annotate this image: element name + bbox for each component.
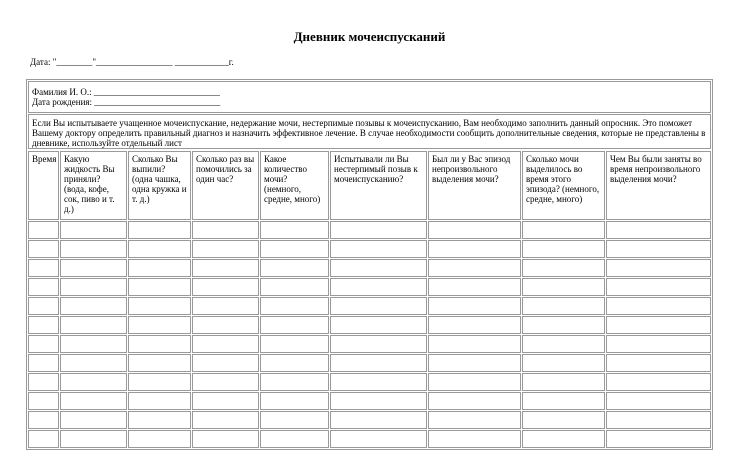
- entry-cell[interactable]: [606, 335, 711, 353]
- entry-cell[interactable]: [522, 240, 605, 258]
- entry-cell[interactable]: [60, 316, 127, 334]
- entry-cell[interactable]: [28, 278, 59, 296]
- entry-cell[interactable]: [192, 392, 259, 410]
- entry-cell[interactable]: [522, 373, 605, 391]
- table-row: [28, 392, 711, 410]
- entry-cell[interactable]: [260, 354, 329, 372]
- entry-cell[interactable]: [260, 373, 329, 391]
- entry-cell[interactable]: [192, 297, 259, 315]
- entry-cell[interactable]: [522, 335, 605, 353]
- entry-cell[interactable]: [128, 240, 191, 258]
- entry-cell[interactable]: [260, 335, 329, 353]
- entry-cell[interactable]: [60, 259, 127, 277]
- entry-cell[interactable]: [192, 335, 259, 353]
- entry-cell[interactable]: [60, 430, 127, 448]
- entry-cell[interactable]: [60, 354, 127, 372]
- entry-cell[interactable]: [28, 411, 59, 429]
- entry-cell[interactable]: [606, 316, 711, 334]
- entry-cell[interactable]: [330, 221, 427, 239]
- entry-cell[interactable]: [128, 373, 191, 391]
- entry-cell[interactable]: [28, 221, 59, 239]
- header-row: [28, 151, 711, 220]
- entry-cell[interactable]: [60, 221, 127, 239]
- entry-cell[interactable]: [606, 259, 711, 277]
- table-row: [28, 430, 711, 448]
- entry-cell[interactable]: [522, 297, 605, 315]
- entry-cell[interactable]: [606, 221, 711, 239]
- entry-cell[interactable]: [60, 297, 127, 315]
- entry-cell[interactable]: [428, 221, 521, 239]
- entry-cell[interactable]: [428, 278, 521, 296]
- entry-cell[interactable]: [522, 430, 605, 448]
- entry-cell[interactable]: [192, 411, 259, 429]
- entry-cell[interactable]: [330, 316, 427, 334]
- entry-cell[interactable]: [330, 411, 427, 429]
- column-header: Какое количество мочи? (немного, средне, много): [260, 151, 329, 220]
- entry-cell[interactable]: [606, 240, 711, 258]
- entry-cell[interactable]: [522, 221, 605, 239]
- column-header: Сколько мочи выделилось во время этого эпизода? (немного, средне, много): [522, 151, 605, 220]
- table-row: [28, 278, 711, 296]
- diary-table: [27, 150, 712, 449]
- entry-cell[interactable]: [28, 430, 59, 448]
- entry-cell[interactable]: [128, 297, 191, 315]
- column-header: Какую жидкость Вы приняли? (вода, кофе, сок, пиво и т. д.): [60, 151, 127, 220]
- entry-cell[interactable]: [260, 430, 329, 448]
- entry-cell[interactable]: [330, 354, 427, 372]
- entry-cell[interactable]: [128, 354, 191, 372]
- entry-cell[interactable]: [606, 297, 711, 315]
- entry-cell[interactable]: [330, 297, 427, 315]
- table-row: [28, 259, 711, 277]
- entry-cell[interactable]: [428, 373, 521, 391]
- patient-name-field[interactable]: Фамилия И. О.: ____________________________: [32, 87, 220, 97]
- entry-cell[interactable]: [192, 354, 259, 372]
- column-header: Время: [28, 151, 59, 220]
- table-row: [28, 335, 711, 353]
- entry-cell[interactable]: [128, 392, 191, 410]
- entry-cell[interactable]: [28, 354, 59, 372]
- entry-cell[interactable]: [260, 411, 329, 429]
- entry-cell[interactable]: [428, 316, 521, 334]
- entry-cell[interactable]: [606, 373, 711, 391]
- entry-cell[interactable]: [606, 354, 711, 372]
- entry-cell[interactable]: [192, 373, 259, 391]
- entry-cell[interactable]: [28, 240, 59, 258]
- entry-cell[interactable]: [192, 316, 259, 334]
- entry-cell[interactable]: [260, 392, 329, 410]
- entry-cell[interactable]: [192, 221, 259, 239]
- table-row: [28, 297, 711, 315]
- entry-cell[interactable]: [606, 278, 711, 296]
- entry-cell[interactable]: [428, 240, 521, 258]
- entry-cell[interactable]: [522, 316, 605, 334]
- entry-cell[interactable]: [60, 278, 127, 296]
- entry-cell[interactable]: [192, 259, 259, 277]
- entry-cell[interactable]: [522, 392, 605, 410]
- entry-cell[interactable]: [28, 259, 59, 277]
- entry-cell[interactable]: [260, 316, 329, 334]
- instructions-text: Если Вы испытываете учащенное мочеиспускание, недержание мочи, нестерпимые позывы к мочеиспусканию, Вам необходимо заполнить данный опросник. Это поможет Вашему доктору определить правильный диагноз и назначить эффективное лечение. В случае необходимости сообщить дополнительные сведения, которые не представлены в дневнике, используйте отдельный лист: [28, 114, 711, 149]
- table-row: [28, 221, 711, 239]
- entry-cell[interactable]: [260, 240, 329, 258]
- entry-cell[interactable]: [330, 430, 427, 448]
- document-title: Дневник мочеиспусканий: [293, 29, 446, 44]
- entry-cell[interactable]: [28, 335, 59, 353]
- entry-cell[interactable]: [330, 335, 427, 353]
- birth-date-field[interactable]: Дата рождения: ____________________________: [32, 97, 221, 107]
- column-header: Чем Вы были заняты во время непроизвольного выделения мочи?: [606, 151, 711, 220]
- entry-cell[interactable]: [28, 316, 59, 334]
- entry-cell[interactable]: [128, 259, 191, 277]
- date-field[interactable]: Дата: "________"_________________ ____________г.: [30, 57, 234, 67]
- table-row: [28, 354, 711, 372]
- entry-cell[interactable]: [428, 430, 521, 448]
- entry-cell[interactable]: [260, 297, 329, 315]
- table-row: [28, 240, 711, 258]
- entry-cell[interactable]: [260, 278, 329, 296]
- column-header: Сколько Вы выпили? (одна чашка, одна кружка и т. д.): [128, 151, 191, 220]
- entry-cell[interactable]: [522, 354, 605, 372]
- entry-cell[interactable]: [330, 259, 427, 277]
- entry-cell[interactable]: [60, 335, 127, 353]
- entry-cell[interactable]: [606, 411, 711, 429]
- entry-cell[interactable]: [128, 430, 191, 448]
- diary-form: [26, 79, 713, 450]
- entry-cell[interactable]: [28, 373, 59, 391]
- entry-cell[interactable]: [192, 430, 259, 448]
- entry-cell[interactable]: [330, 240, 427, 258]
- entry-cell[interactable]: [428, 354, 521, 372]
- table-row: [28, 316, 711, 334]
- entry-cell[interactable]: [128, 316, 191, 334]
- entry-cell[interactable]: [60, 240, 127, 258]
- entry-cell[interactable]: [428, 392, 521, 410]
- entry-cell[interactable]: [60, 373, 127, 391]
- entry-cell[interactable]: [128, 411, 191, 429]
- entry-cell[interactable]: [60, 392, 127, 410]
- entry-cell[interactable]: [522, 259, 605, 277]
- entry-cell[interactable]: [28, 392, 59, 410]
- patient-info-box: [28, 81, 711, 113]
- entry-cell[interactable]: [260, 221, 329, 239]
- entry-cell[interactable]: [606, 392, 711, 410]
- entry-cell[interactable]: [192, 240, 259, 258]
- entry-cell[interactable]: [330, 373, 427, 391]
- entry-cell[interactable]: [128, 335, 191, 353]
- entry-cell[interactable]: [192, 278, 259, 296]
- column-header: Был ли у Вас эпизод непроизвольного выделения мочи?: [428, 151, 521, 220]
- table-row: [28, 411, 711, 429]
- entry-cell[interactable]: [522, 278, 605, 296]
- entry-cell[interactable]: [28, 297, 59, 315]
- entry-cell[interactable]: [128, 278, 191, 296]
- entry-cell[interactable]: [60, 411, 127, 429]
- entry-cell[interactable]: [428, 335, 521, 353]
- entry-cell[interactable]: [330, 392, 427, 410]
- entry-cell[interactable]: [260, 259, 329, 277]
- entry-cell[interactable]: [606, 430, 711, 448]
- entry-cell[interactable]: [330, 278, 427, 296]
- entry-cell[interactable]: [128, 221, 191, 239]
- entry-cell[interactable]: [428, 411, 521, 429]
- table-row: [28, 373, 711, 391]
- column-header: Испытывали ли Вы нестерпимый позыв к мочеиспусканию?: [330, 151, 427, 220]
- column-header: Сколько раз вы помочились за один час?: [192, 151, 259, 220]
- entry-cell[interactable]: [428, 297, 521, 315]
- entry-cell[interactable]: [522, 411, 605, 429]
- entry-cell[interactable]: [428, 259, 521, 277]
